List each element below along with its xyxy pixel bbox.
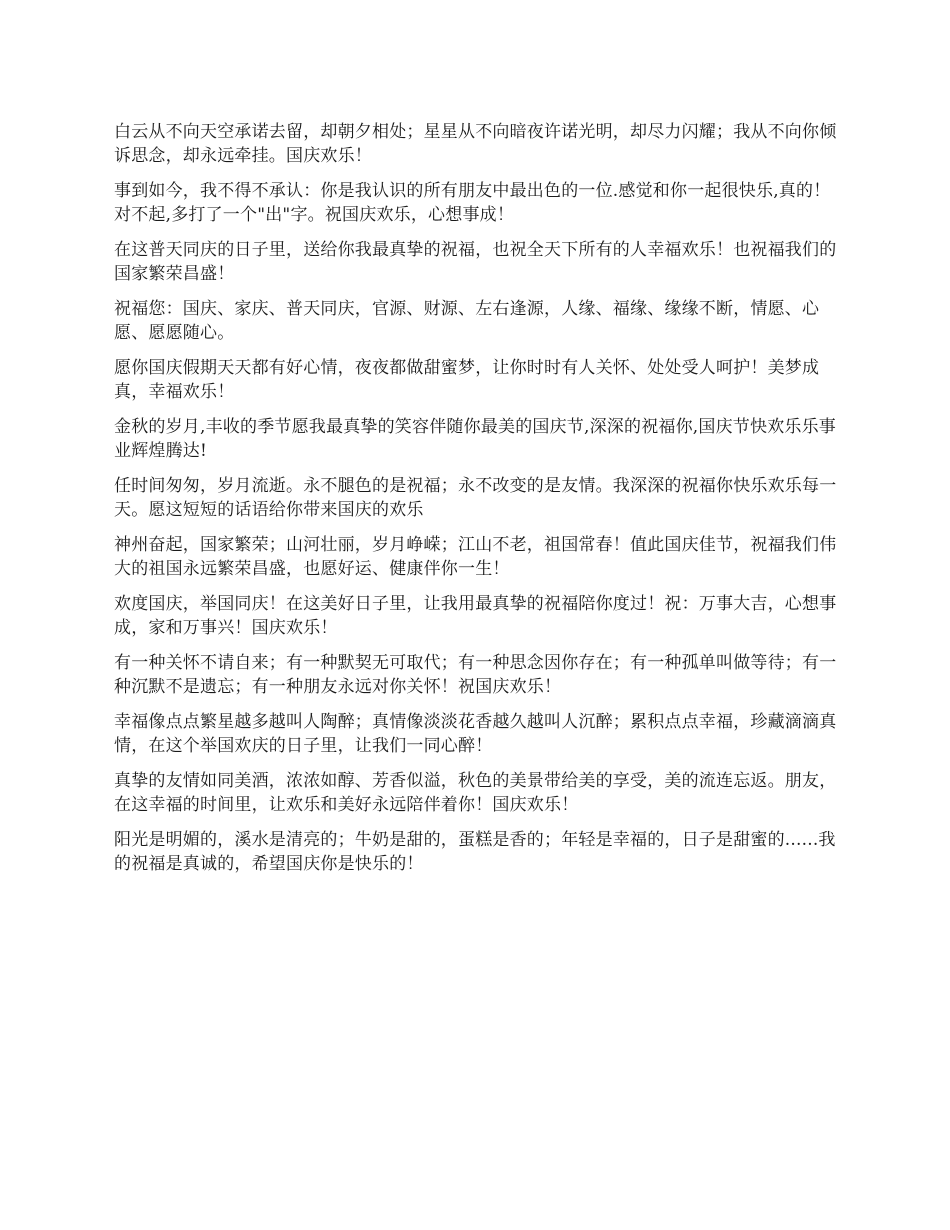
- paragraph-9: 欢度国庆，举国同庆！在这美好日子里，让我用最真挚的祝福陪你度过！祝：万事大吉，心想事成，家和万事兴！国庆欢乐！: [114, 594, 837, 638]
- paragraph-8: 神州奋起，国家繁荣；山河壮丽，岁月峥嵘；江山不老，祖国常春！值此国庆佳节，祝福我们伟大的祖国永远繁荣昌盛，也愿好运、健康伴你一生！: [114, 535, 837, 579]
- paragraph-3: 在这普天同庆的日子里，送给你我最真挚的祝福，也祝全天下所有的人幸福欢乐！也祝福我们的国家繁荣昌盛！: [114, 240, 837, 284]
- paragraph-2: 事到如今，我不得不承认：你是我认识的所有朋友中最出色的一位.感觉和你一起很快乐,真的！对不起,多打了一个"出"字。祝国庆欢乐，心想事成！: [114, 181, 831, 225]
- paragraph-7: 任时间匆匆，岁月流逝。永不腿色的是祝福；永不改变的是友情。我深深的祝福你快乐欢乐每一天。愿这短短的话语给你带来国庆的欢乐: [114, 476, 837, 520]
- paragraph-11: 幸福像点点繁星越多越叫人陶醉；真情像淡淡花香越久越叫人沉醉；累积点点幸福，珍藏滴滴真情，在这个举国欢庆的日子里，让我们一同心醉！: [114, 712, 837, 756]
- paragraph-12: 真挚的友情如同美酒，浓浓如醇、芳香似溢，秋色的美景带给美的享受，美的流连忘返。朋友，在这幸福的时间里，让欢乐和美好永远陪伴着你！国庆欢乐！: [114, 771, 837, 815]
- paragraph-6: 金秋的岁月,丰收的季节愿我最真挚的笑容伴随你最美的国庆节,深深的祝福你,国庆节快欢乐乐事业辉煌腾达!: [114, 417, 837, 461]
- paragraph-4: 祝福您：国庆、家庆、普天同庆，官源、财源、左右逢源，人缘、福缘、缘缘不断，情愿、心愿、愿愿随心。: [114, 299, 820, 343]
- document-page: [114, 120, 842, 887]
- paragraph-5: 愿你国庆假期天天都有好心情，夜夜都做甜蜜梦，让你时时有人关怀、处处受人呵护！美梦成真，幸福欢乐！: [114, 358, 820, 402]
- paragraph-1: 白云从不向天空承诺去留，却朝夕相处；星星从不向暗夜许诺光明，却尽力闪耀；我从不向你倾诉思念，却永远牵挂。国庆欢乐！: [114, 122, 837, 166]
- paragraph-10: 有一种关怀不请自来；有一种默契无可取代；有一种思念因你存在；有一种孤单叫做等待；有一种沉默不是遗忘；有一种朋友永远对你关怀！祝国庆欢乐！: [114, 653, 837, 697]
- paragraph-13: 阳光是明媚的，溪水是清亮的；牛奶是甜的，蛋糕是香的；年轻是幸福的，日子是甜蜜的......我的祝福是真诚的，希望国庆你是快乐的！: [114, 830, 836, 874]
